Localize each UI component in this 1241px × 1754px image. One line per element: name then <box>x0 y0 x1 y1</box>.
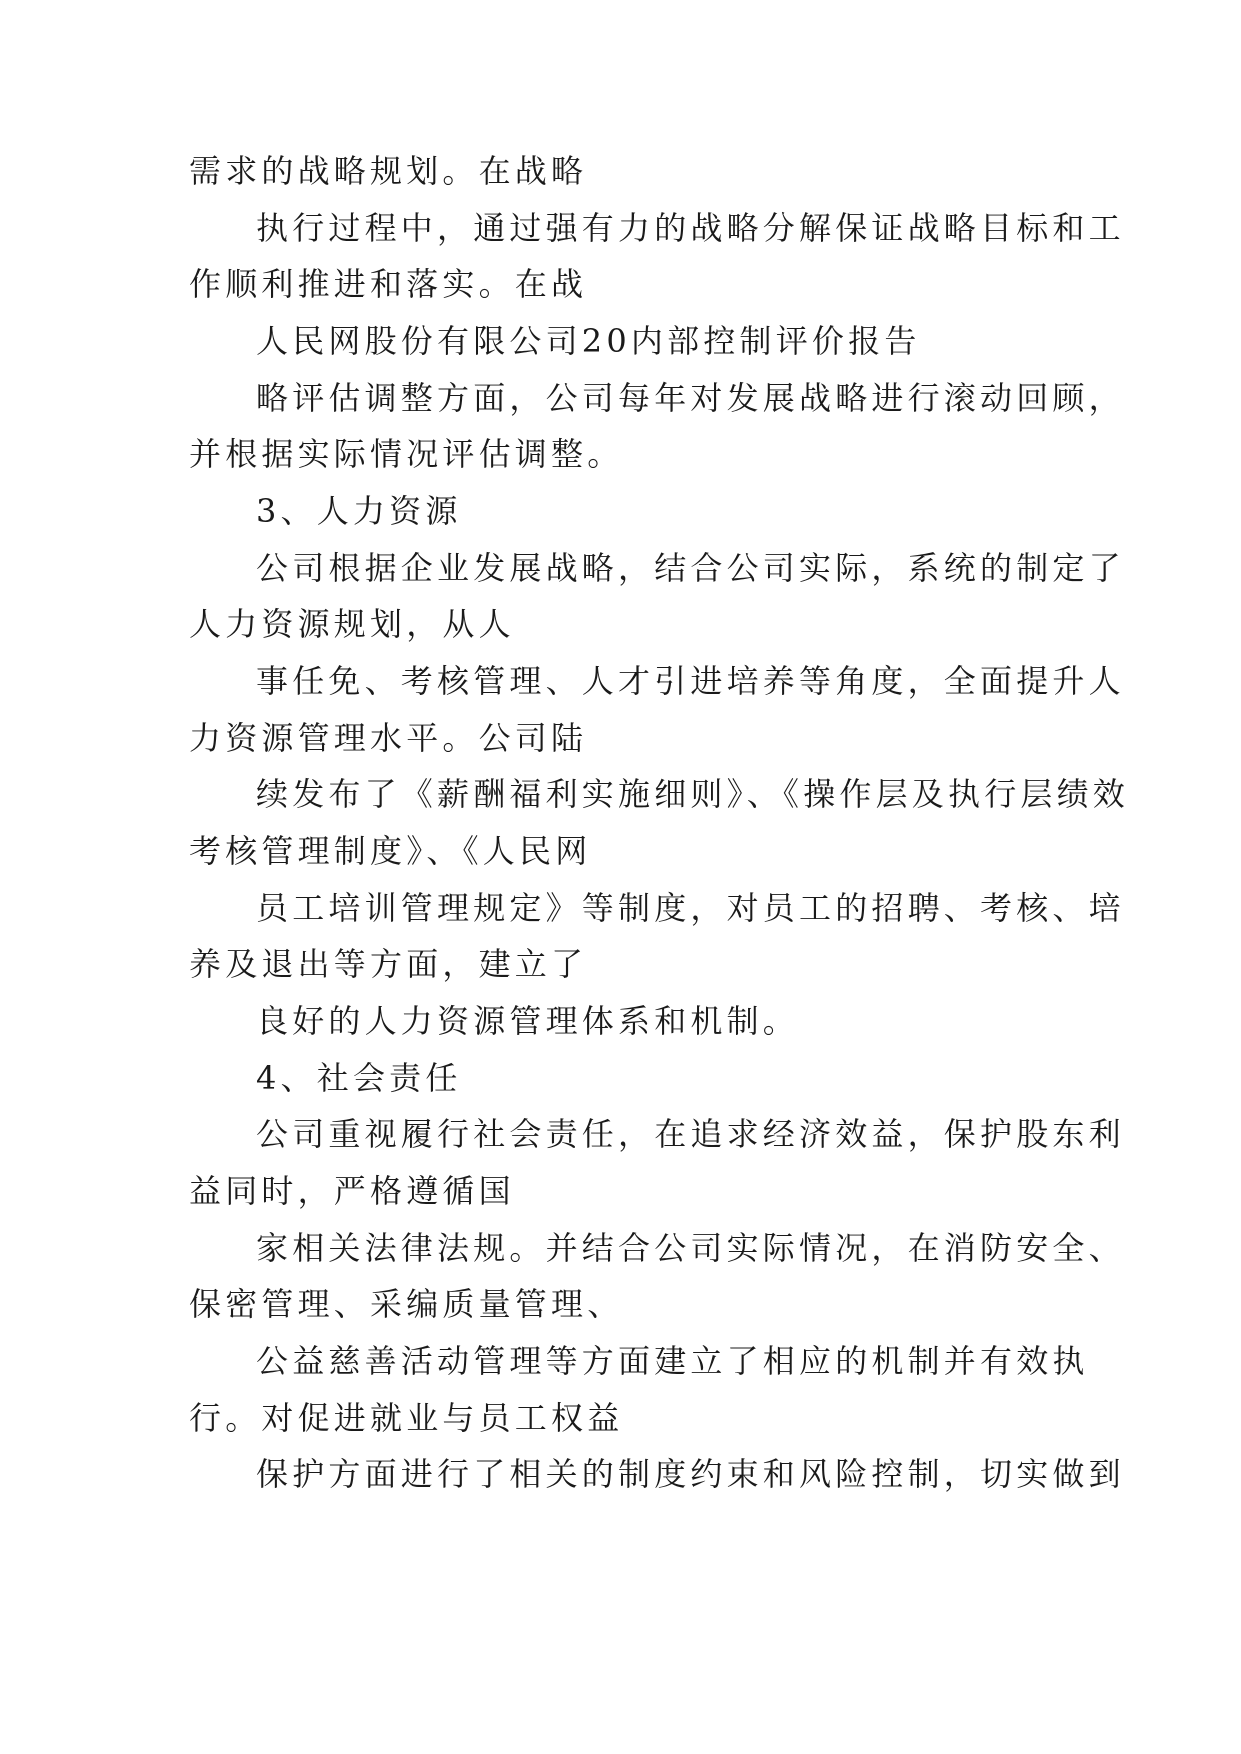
text-line: 作顺利推进和落实。在战 <box>189 265 588 303</box>
text-line: 行。对促进就业与员工权益 <box>189 1399 624 1437</box>
text-line: 员工培训管理规定》等制度，对员工的招聘、考核、培 <box>256 889 1125 927</box>
section-heading: 4、社会责任 <box>256 1059 462 1097</box>
text-line: 力资源管理水平。公司陆 <box>189 719 588 757</box>
text-line: 人力资源规划，从人 <box>189 605 515 643</box>
text-line: 续发布了《薪酬福利实施细则》、《操作层及执行层绩效 <box>256 775 1130 813</box>
text-line: 事任免、考核管理、人才引进培养等角度，全面提升人 <box>256 662 1125 700</box>
text-line: 公司根据企业发展战略，结合公司实际，系统的制定了 <box>256 549 1125 587</box>
text-line: 考核管理制度》、《人民网 <box>189 832 592 870</box>
text-line: 保护方面进行了相关的制度约束和风险控制，切实做到 <box>256 1455 1125 1493</box>
text-line: 公益慈善活动管理等方面建立了相应的机制并有效执 <box>256 1342 1089 1380</box>
text-line: 益同时，严格遵循国 <box>189 1172 515 1210</box>
text-line: 公司重视履行社会责任，在追求经济效益，保护股东利 <box>256 1115 1125 1153</box>
section-heading: 3、人力资源 <box>256 492 462 530</box>
text-line: 略评估调整方面，公司每年对发展战略进行滚动回顾， <box>256 379 1125 417</box>
text-line: 需求的战略规划。在战略 <box>189 152 588 190</box>
text-line: 人民网股份有限公司20内部控制评价报告 <box>256 322 921 360</box>
text-line: 养及退出等方面，建立了 <box>189 945 588 983</box>
text-line: 并根据实际情况评估调整。 <box>189 435 624 473</box>
text-line: 执行过程中，通过强有力的战略分解保证战略目标和工 <box>256 209 1125 247</box>
text-line: 家相关法律法规。并结合公司实际情况，在消防安全、 <box>256 1229 1125 1267</box>
text-line: 保密管理、采编质量管理、 <box>189 1285 624 1323</box>
text-line: 良好的人力资源管理体系和机制。 <box>256 1002 800 1040</box>
